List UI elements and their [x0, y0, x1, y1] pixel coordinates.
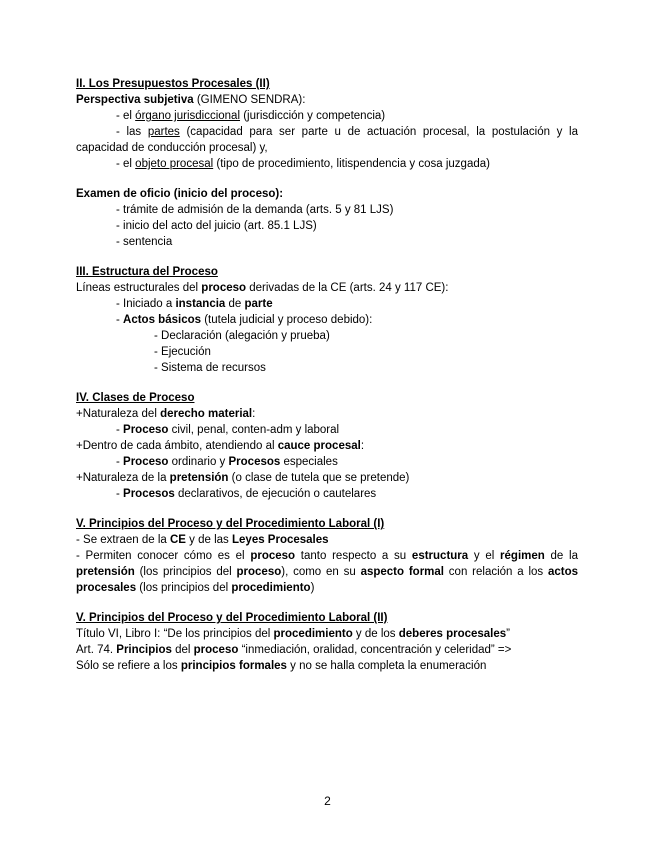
bold-text: parte: [244, 298, 273, 310]
bold-text: proceso: [193, 644, 239, 656]
bold-text: instancia: [175, 298, 226, 310]
bold-text: actos: [547, 566, 579, 578]
bold-text: pretensión: [169, 472, 229, 484]
perspectiva-label: Perspectiva subjetiva: [76, 94, 194, 106]
permiten-line-3: [76, 580, 578, 596]
text: (capacidad para ser parte u de actuación procesal, la postulación y la: [179, 126, 579, 138]
section-title-principios-2: V. Principios del Proceso y del Procedimiento Laboral (II): [76, 612, 388, 624]
text: Líneas estructurales del: [76, 282, 202, 294]
text: -: [116, 424, 124, 436]
sub-item: - Sistema de recursos: [154, 362, 266, 374]
text: tanto respecto a su: [295, 550, 412, 562]
bold-text: deberes procesales: [398, 628, 507, 640]
text: y el: [468, 550, 501, 562]
text: - el: [116, 158, 136, 170]
bold-text: procedimiento: [273, 628, 353, 640]
text: - las: [116, 126, 148, 138]
bold-text: proceso: [236, 566, 282, 578]
naturaleza-derecho: [76, 406, 578, 422]
section-title-clases: IV. Clases de Proceso: [76, 392, 195, 404]
bold-text: Principios: [116, 644, 172, 656]
text: +Dentro de cada ámbito, atendiendo al: [76, 440, 278, 452]
text: derivadas de la CE (arts. 24 y 117 CE):: [246, 282, 449, 294]
text: de la: [544, 550, 578, 562]
text: - el: [116, 110, 136, 122]
sub-item: - Declaración (alegación y prueba): [154, 330, 330, 342]
text: Sólo se refiere a los: [76, 660, 181, 672]
text: +Naturaleza de la: [76, 472, 170, 484]
text: Título VI, Libro I: “De los principios del: [76, 628, 274, 640]
bold-text: aspecto formal: [360, 566, 444, 578]
bold-text: procesales: [76, 582, 137, 594]
text: y de las: [185, 534, 232, 546]
underlined-term: objeto procesal: [135, 158, 214, 170]
text: -: [116, 314, 124, 326]
underlined-term: partes: [147, 126, 180, 138]
text: y de los: [352, 628, 399, 640]
list-item-partes-cont: capacidad de conducción procesal) y,: [76, 142, 268, 154]
text: (los principios del: [136, 582, 232, 594]
section-title-principios-1: V. Principios del Proceso y del Procedimiento Laboral (I): [76, 518, 385, 530]
text: civil, penal, conten-adm y laboral: [168, 424, 340, 436]
underlined-term: órgano jurisdiccional: [135, 110, 241, 122]
bold-text: principios formales: [180, 660, 287, 672]
list-item-organo: [76, 108, 578, 124]
bold-text: Procesos: [228, 456, 281, 468]
cauce-procesal-line: [76, 438, 578, 454]
text: (tutela judicial y proceso debido):: [201, 314, 373, 326]
bold-text: Leyes Procesales: [232, 534, 329, 546]
art-74-line: [76, 642, 578, 658]
list-item-objeto: [76, 156, 578, 172]
text: (tipo de procedimiento, litispendencia y cosa juzgada): [213, 158, 490, 170]
extraen-line: [76, 532, 578, 548]
text: -: [116, 456, 124, 468]
text: declarativos, de ejecución o cautelares: [174, 488, 377, 500]
bold-text: Procesos: [123, 488, 175, 500]
bold-text: Actos básicos: [123, 314, 202, 326]
lineas-estructurales: [76, 280, 578, 296]
text: ), como en su: [281, 566, 361, 578]
list-item-ordinario: [76, 454, 578, 470]
perspectiva-rest: (GIMENO SENDRA):: [193, 94, 306, 106]
bold-text: proceso: [201, 282, 247, 294]
section-title-estructura: III. Estructura del Proceso: [76, 266, 218, 278]
bold-text: derecho material: [160, 408, 253, 420]
text: (los principios del: [134, 566, 237, 578]
text: (o clase de tutela que se pretende): [228, 472, 410, 484]
list-item-iniciado: [76, 296, 578, 312]
bold-text: proceso: [250, 550, 296, 562]
text: “inmediación, oralidad, concentración y celeridad” =>: [238, 644, 512, 656]
exam-item: - inicio del acto del juicio (art. 85.1 LJS): [116, 220, 317, 232]
text: (jurisdicción y competencia): [240, 110, 386, 122]
text: :: [252, 408, 256, 420]
text: con relación a los: [444, 566, 548, 578]
section-title-presupuestos: II. Los Presupuestos Procesales (II): [76, 78, 270, 90]
text: especiales: [280, 456, 338, 468]
text: ”: [506, 628, 511, 640]
text: de: [225, 298, 245, 310]
solo-refiere-line: [76, 658, 578, 674]
document-content: [76, 76, 578, 674]
text: y no se halla completa la enumeración: [286, 660, 487, 672]
bold-text: CE: [169, 534, 186, 546]
exam-item: - trámite de admisión de la demanda (arts. 5 y 81 LJS): [116, 204, 394, 216]
permiten-line-2: [76, 564, 578, 580]
titulo-vi-line: [76, 626, 578, 642]
list-item-actos: [76, 312, 578, 328]
text: Art. 74.: [76, 644, 117, 656]
text: - Iniciado a: [116, 298, 176, 310]
permiten-line-1: [76, 548, 578, 564]
examen-oficio-title: [76, 186, 578, 202]
list-item-declarativos: [76, 486, 578, 502]
pretension-line: [76, 470, 578, 486]
sub-item: - Ejecución: [154, 346, 211, 358]
bold-text: cauce procesal: [277, 440, 361, 452]
text: -: [116, 488, 124, 500]
bold-text: Proceso: [123, 424, 169, 436]
list-item-proceso-civil: [76, 422, 578, 438]
bold-text: Proceso: [123, 456, 169, 468]
text: ): [310, 582, 315, 594]
text: - Se extraen de la: [76, 534, 170, 546]
bold-text: Examen de oficio (inicio del proceso):: [76, 188, 284, 200]
list-item-partes: [76, 124, 578, 140]
text: - Permiten conocer cómo es el: [76, 550, 251, 562]
text: ordinario y: [168, 456, 229, 468]
text: del: [171, 644, 194, 656]
perspectiva-subjetiva-line: [76, 92, 578, 108]
bold-text: régimen: [500, 550, 545, 562]
exam-item: - sentencia: [116, 236, 173, 248]
bold-text: pretensión: [76, 566, 135, 578]
bold-text: procedimiento: [231, 582, 311, 594]
bold-text: estructura: [411, 550, 469, 562]
text: +Naturaleza del: [76, 408, 161, 420]
text: :: [360, 440, 365, 452]
page-number: 2: [324, 794, 331, 808]
